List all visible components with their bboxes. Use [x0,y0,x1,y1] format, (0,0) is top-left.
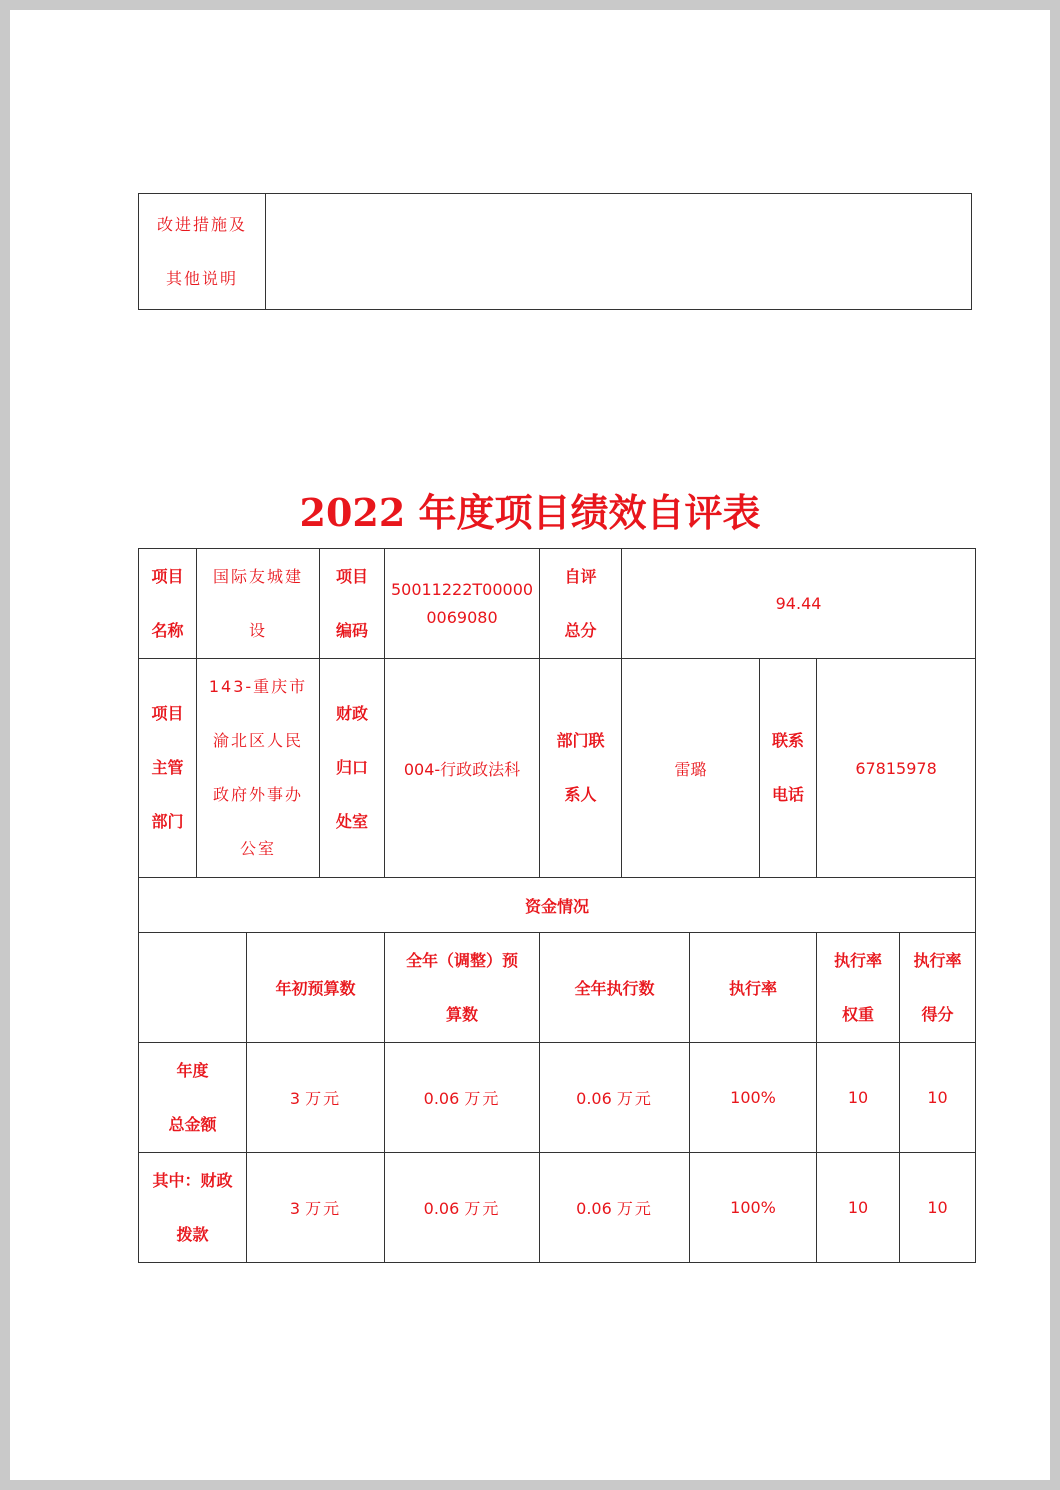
funds-executed-num: 0.06 [576,1199,612,1218]
improvement-label-line1: 改进措施及 [156,214,247,234]
funds-rate-value: 100% [690,1153,817,1263]
finance-office-label-3: 处室 [336,812,369,831]
project-name-label-1: 项目 [151,566,184,586]
project-code-label-1: 项目 [336,566,369,586]
contact-value: 雷璐 [622,659,760,878]
finance-office-value: 004-行政政法科 [385,659,540,878]
dept-label-2: 主管 [151,758,184,777]
funds-header-adjusted-1: 全年（调整）预 [406,950,519,970]
project-code-label [320,549,385,659]
funds-row-label-2: 拨款 [176,1224,209,1244]
funds-initial-value [247,1043,385,1153]
funds-executed-unit: 万元 [616,1089,653,1108]
project-name-value [197,549,320,659]
improvement-label-line2: 其他说明 [165,268,238,288]
funds-header-weight [817,933,900,1043]
funds-row-fiscal [139,1153,976,1263]
project-code-value [385,549,540,659]
funds-header-score-1: 执行率 [913,950,962,970]
improvement-label [139,194,266,310]
page-title: 2022 年度项目绩效自评表 [299,490,761,535]
funds-initial-num: 3 [289,1089,301,1108]
funds-section-title: 资金情况 [139,878,976,933]
funds-header-blank [139,933,247,1043]
funds-score-value: 10 [900,1153,976,1263]
funds-executed-unit: 万元 [616,1199,653,1218]
finance-office-label-2: 归口 [336,758,369,777]
dept-value-3: 政府外事办 [213,785,304,804]
funds-header-adjusted-2: 算数 [446,1004,479,1024]
funds-executed-value [540,1043,690,1153]
funds-header-adjusted [385,933,540,1043]
evaluation-table [138,548,976,1263]
funds-adjusted-value [385,1153,540,1263]
funds-row-label-1: 年度 [176,1060,209,1080]
funds-header-executed: 全年执行数 [540,933,690,1043]
funds-weight-value: 10 [817,1153,900,1263]
funds-rate-value: 100% [690,1043,817,1153]
funds-row-label [139,1043,247,1153]
funds-initial-unit: 万元 [305,1089,342,1108]
document-page [10,10,1050,1480]
funds-executed-value [540,1153,690,1263]
funds-weight-value: 10 [817,1043,900,1153]
funds-initial-num: 3 [289,1199,301,1218]
dept-value-1: 143-重庆市 [208,677,308,696]
funds-row-total [139,1043,976,1153]
funds-score-value: 10 [900,1043,976,1153]
phone-label-2: 电话 [772,785,805,804]
self-score-label [540,549,622,659]
improvement-table [138,193,972,310]
contact-label [540,659,622,878]
self-score-label-1: 自评 [564,566,597,586]
dept-value [197,659,320,878]
finance-office-label [320,659,385,878]
funds-initial-unit: 万元 [305,1199,342,1218]
funds-executed-num: 0.06 [576,1089,612,1108]
dept-value-4: 公室 [240,839,277,858]
project-code-label-2: 编码 [336,620,369,640]
phone-label [760,659,817,878]
funds-header-score-2: 得分 [921,1004,954,1024]
funds-adjusted-value [385,1043,540,1153]
funds-row-label-2: 总金额 [168,1114,217,1134]
project-code-value-1: 50011222T00000 [390,579,534,599]
project-name-value-1: 国际友城建 [213,566,304,586]
funds-header-score [900,933,976,1043]
dept-value-2: 渝北区人民 [213,731,304,750]
funds-header-weight-1: 执行率 [834,950,883,970]
funds-adjusted-num: 0.06 [423,1089,460,1108]
funds-adjusted-unit: 万元 [464,1199,501,1218]
funds-adjusted-unit: 万元 [464,1089,501,1108]
funds-row-label [139,1153,247,1263]
project-name-label [139,549,197,659]
phone-label-1: 联系 [772,731,805,750]
finance-office-label-1: 财政 [336,704,369,723]
improvement-content [266,194,972,310]
funds-adjusted-num: 0.06 [423,1199,460,1218]
project-name-label-2: 名称 [151,620,184,640]
dept-label [139,659,197,878]
dept-label-3: 部门 [151,812,184,831]
funds-header-rate: 执行率 [690,933,817,1043]
self-score-value: 94.44 [622,549,976,659]
funds-initial-value [247,1153,385,1263]
dept-label-1: 项目 [151,704,184,723]
project-name-value-2: 设 [249,620,268,640]
funds-header-initial: 年初预算数 [247,933,385,1043]
contact-label-2: 系人 [564,785,597,804]
contact-label-1: 部门联 [556,731,605,750]
funds-row-label-1: 其中：财政 [152,1170,233,1190]
project-code-value-2: 0069080 [426,607,498,627]
funds-header-weight-2: 权重 [842,1004,875,1024]
phone-value: 67815978 [817,659,976,878]
self-score-label-2: 总分 [564,620,597,640]
